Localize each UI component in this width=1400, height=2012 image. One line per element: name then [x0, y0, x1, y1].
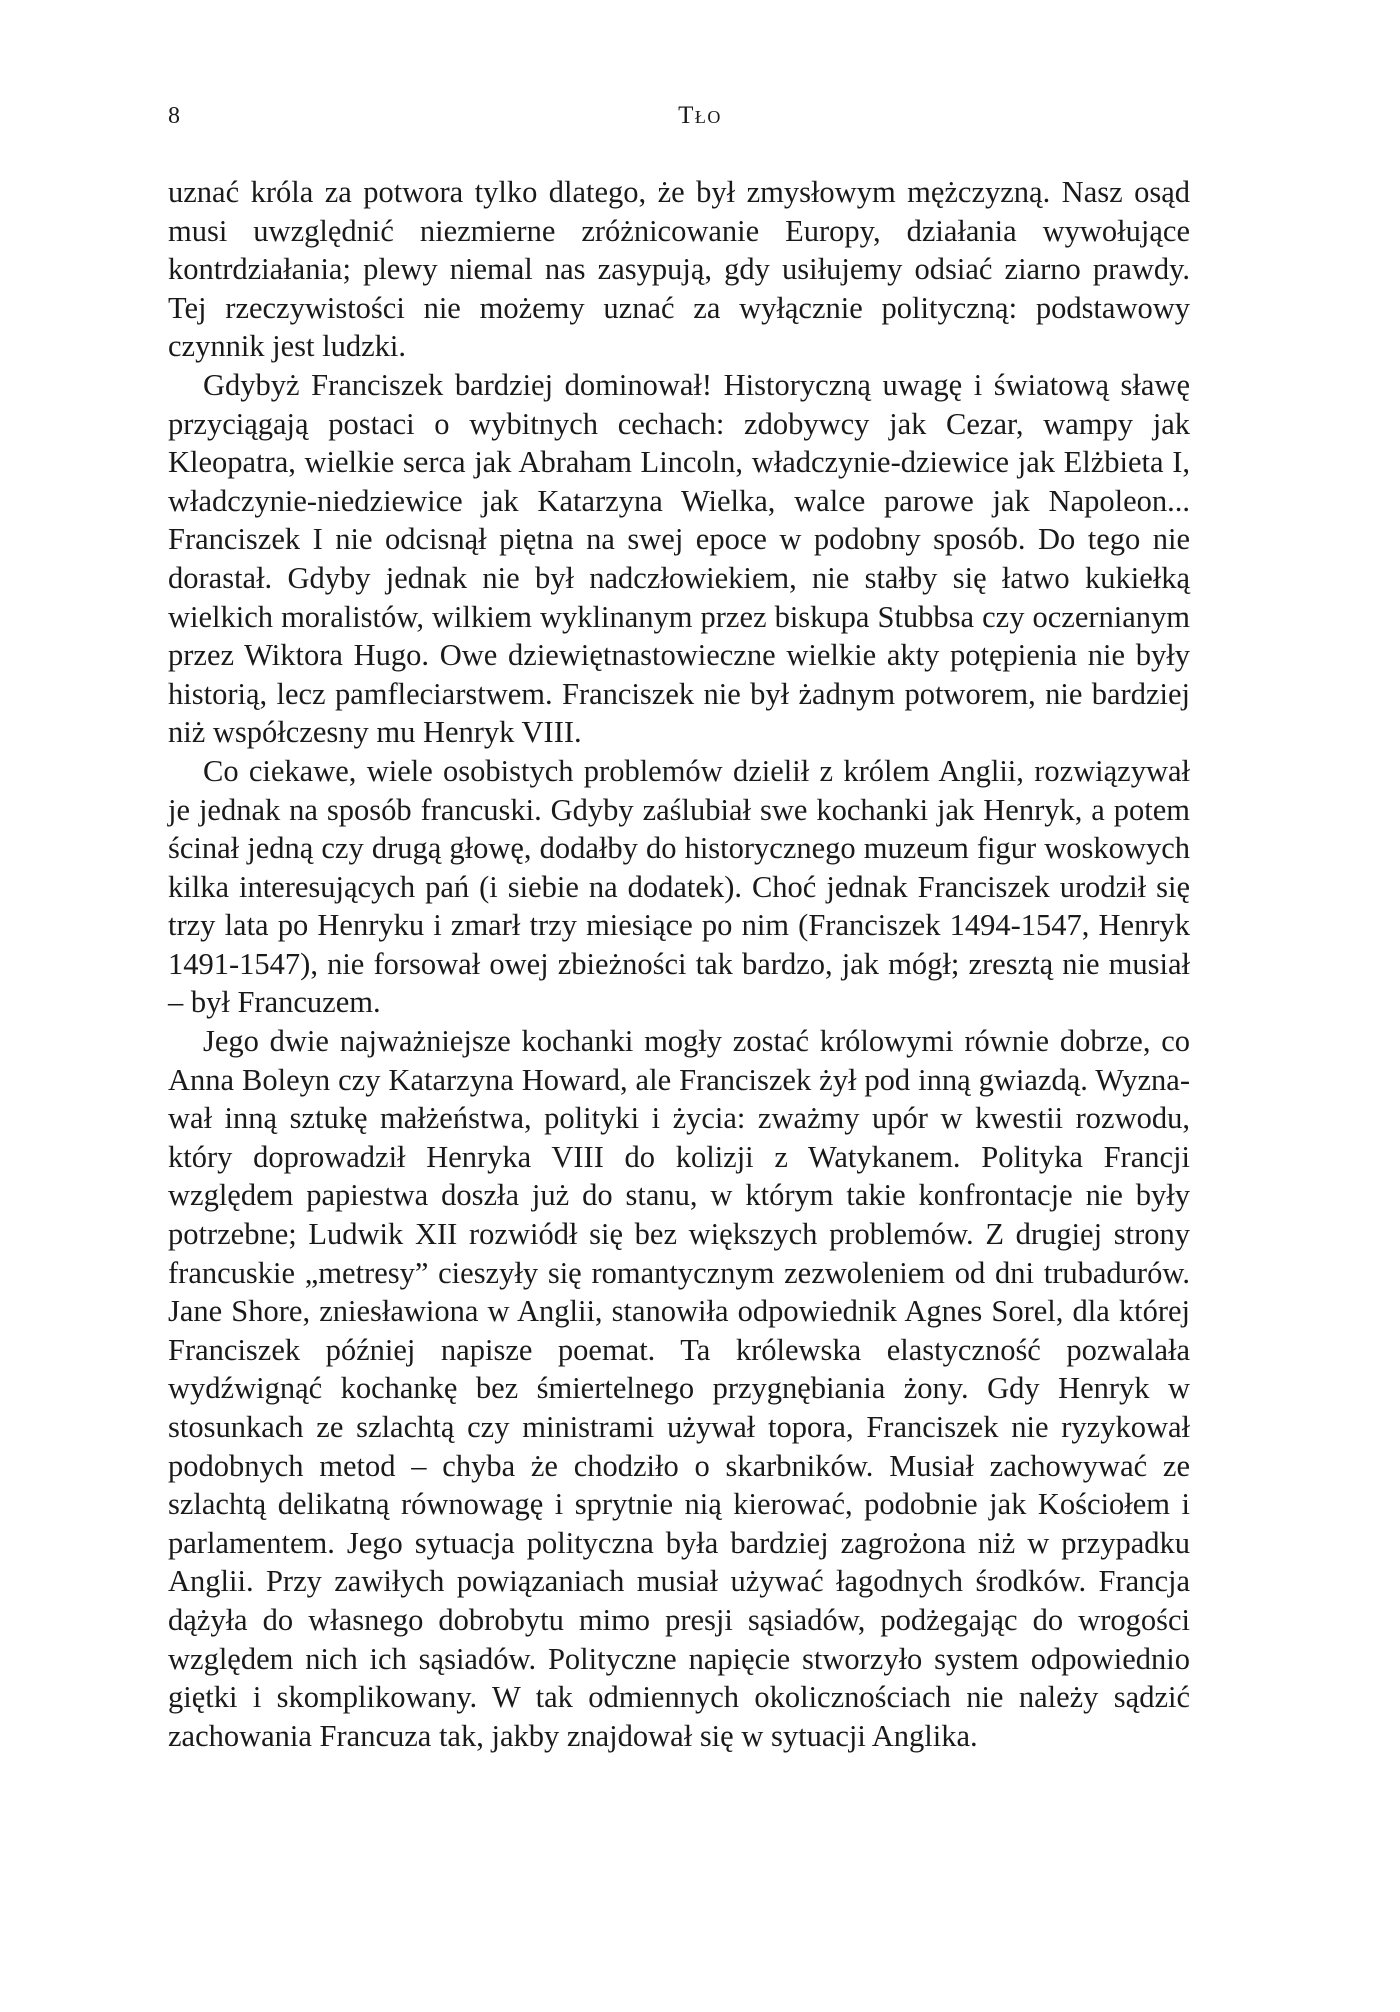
paragraph-3: Co ciekawe, wiele osobistych problemów dzielił z królem Anglii, rozwiązywał je jednak na sposób francuski. Gdyby zaślubiał swe kochanki jak Henryk, a potem ścinał jedną czy drugą głowę, dodałby do historycznego muzeum figur woskowych kilka interesujących pań (i siebie na dodatek). Choć jednak Franciszek urodził się trzy lata po Henryku i zmarł trzy miesiące po nim (Franciszek 1494-1547, Henryk 1491-1547), nie forsował owej zbieżności tak bardzo, jak mógł; zresztą nie musiał – był Francuzem. [168, 753, 1190, 1020]
page-number: 8 [168, 103, 180, 129]
running-head-title: Tło [678, 102, 722, 129]
paragraph-2: Gdybyż Franciszek bardziej dominował! Historyczną uwagę i światową sławę przyciągają postaci o wybitnych cechach: zdobywcy jak Cezar, wampy jak Kleopatra, wielkie serca jak Abraham Lincoln, władczynie-dziewice jak Elżbieta I, władczynie-niedziewice jak Katarzyna Wielka, walce parowe jak Napoleon... Franciszek I nie odcisnął piętna na swej epoce w podobny sposób. Do tego nie dorastał. Gdyby jednak nie był nadczłowiekiem, nie stałby się łatwo kukiełką wielkich moralistów, wilkiem wyklinanym przez biskupa Stubbsa czy oczernianym przez Wiktora Hugo. Owe dziewiętnastowieczne wielkie akty potępienia nie były historią, lecz pamfleciarstwem. Franciszek nie był żadnym potworem, nie bardziej niż współczesny mu Henryk VIII. [168, 367, 1190, 750]
paragraph-4: Jego dwie najważniejsze kochanki mogły zostać królowymi równie dobrze, co Anna Boleyn czy Katarzyna Howard, ale Franciszek żył pod inną gwiazdą. Wyznawał inną sztukę małżeństwa, polityki i życia: zważmy upór w kwestii rozwodu, który doprowadził Henryka VIII do kolizji z Watykanem. Polityka Francji względem papiestwa doszła już do stanu, w którym takie konfrontacje nie były potrzebne; Ludwik XII rozwiódł się bez większych problemów. Z drugiej strony francuskie „metresy” cieszyły się romantycznym zezwoleniem od dni trubadurów. Jane Shore, zniesławiona w Anglii, stanowiła odpowiednik Agnes Sorel, dla której Franciszek później napisze poemat. Ta królewska elastyczność pozwalała wydźwignąć kochankę bez śmiertelnego przygnębiania żony. Gdy Henryk w stosunkach ze szlachtą czy ministrami używał topora, Franciszek nie ryzykował podobnych metod – chyba że chodziło o skarbników. Musiał zachowywać ze szlachtą delikatną równowagę i sprytnie nią kierować, podobnie jak Kościołem i parlamentem. Jego sytuacja polityczna była bardziej zagrożona niż w przypadku Anglii. Przy zawiłych powiązaniach musiał używać łagodnych środków. Francja dążyła do własnego dobrobytu mimo presji sąsiadów, podżegając do wrogości względem nich ich sąsiadów. Polityczne napięcie stworzyło system odpowiednio giętki i skomplikowany. W tak odmiennych okolicznościach nie należy sądzić zachowania Francuza tak, jakby znajdował się w sytuacji Anglika. [168, 1024, 1190, 1753]
running-head [0, 100, 1400, 132]
body-text [168, 173, 1190, 1755]
paragraph-1: uznać króla za potwora tylko dlatego, że był zmysłowym mężczyzną. Nasz osąd musi uwzględnić niezmierne zróżnicowanie Europy, działania wywołujące kontrdziałania; plewy niemal nas zasypują, gdy usiłujemy odsiać ziarno prawdy. Tej rzeczywistości nie możemy uznać za wyłącznie polityczną: podstawowy czynnik jest ludzki. [168, 175, 1190, 364]
